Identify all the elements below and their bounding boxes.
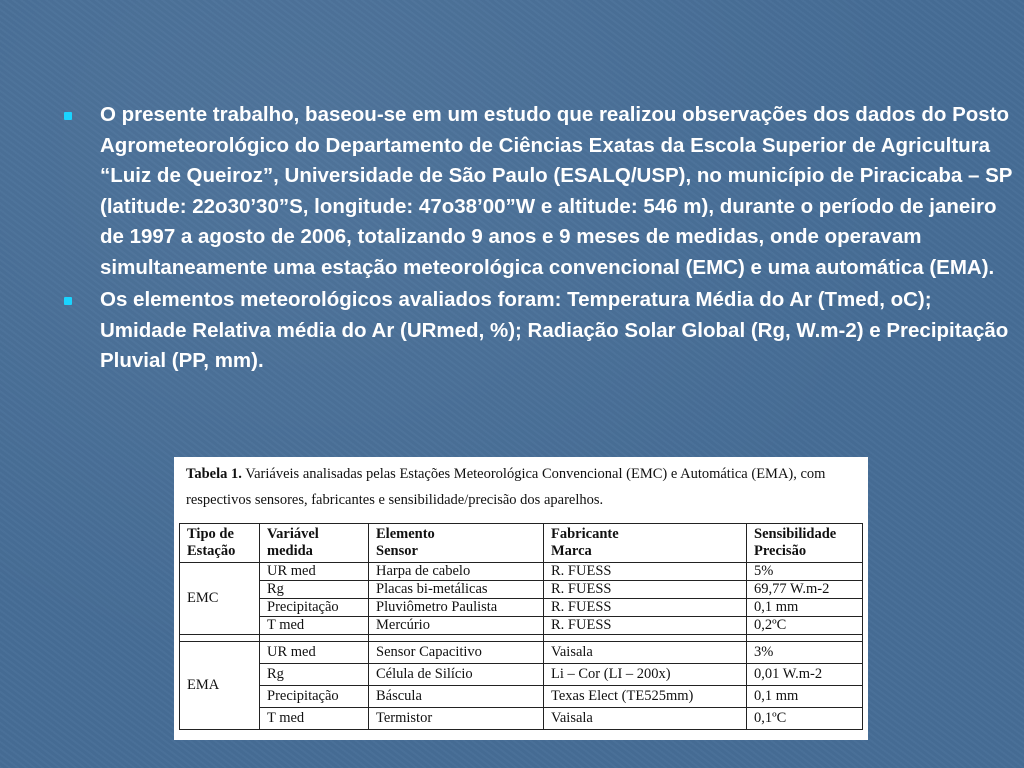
table-cell: UR med <box>260 642 369 664</box>
table-cell: Célula de Silício <box>369 664 544 686</box>
table-cell: 3% <box>747 642 863 664</box>
table-header-row <box>180 524 863 563</box>
table-cell: R. FUESS <box>544 563 747 581</box>
table-row <box>180 642 863 664</box>
table-caption <box>186 461 860 513</box>
table-cell: 5% <box>747 563 863 581</box>
table-cell: Precipitação <box>260 686 369 708</box>
caption-text: Variáveis analisadas pelas Estações Meteorológica Convencional (EMC) e Automática (EMA), com respectivos sensores, fabricantes e sensibilidade/precisão dos aparelhos. <box>186 466 826 508</box>
table-row <box>180 664 863 686</box>
table-row <box>180 599 863 617</box>
bullet-text: Os elementos meteorológicos avaliados foram: Temperatura Média do Ar (Tmed, oC); Umidade Relativa média do Ar (URmed, %); Radiação Solar Global (Rg, W.m-2) e Precipitação Pluvial (PP, mm). <box>100 288 1009 372</box>
table-cell: 0,1 mm <box>747 599 863 617</box>
square-bullet-icon <box>64 297 72 305</box>
table-row <box>180 581 863 599</box>
table-row <box>180 563 863 581</box>
bullet-item <box>64 285 1018 377</box>
header-manufacturer: Fabricante Marca <box>544 524 747 563</box>
header-sensor: Elemento Sensor <box>369 524 544 563</box>
bullet-list <box>64 100 1018 379</box>
header-precision: Sensibilidade Precisão <box>747 524 863 563</box>
table-cell: Li – Cor (LI – 200x) <box>544 664 747 686</box>
header-station-type: Tipo de Estação <box>180 524 260 563</box>
table-cell: 0,2ºC <box>747 617 863 635</box>
table-cell: R. FUESS <box>544 599 747 617</box>
table-cell: Texas Elect (TE525mm) <box>544 686 747 708</box>
data-table <box>179 523 863 730</box>
table-cell: Báscula <box>369 686 544 708</box>
table-cell: 0,1 mm <box>747 686 863 708</box>
table-row <box>180 617 863 635</box>
table-image <box>174 457 868 740</box>
table-cell: Rg <box>260 664 369 686</box>
table-cell: Rg <box>260 581 369 599</box>
table-cell: T med <box>260 617 369 635</box>
header-variable: Variável medida <box>260 524 369 563</box>
table-cell: 0,01 W.m-2 <box>747 664 863 686</box>
table-cell: R. FUESS <box>544 581 747 599</box>
table-cell: Sensor Capacitivo <box>369 642 544 664</box>
table-cell: R. FUESS <box>544 617 747 635</box>
table-cell: Pluviômetro Paulista <box>369 599 544 617</box>
table-row <box>180 686 863 708</box>
table-cell: UR med <box>260 563 369 581</box>
table-cell: Precipitação <box>260 599 369 617</box>
table-separator-row <box>180 635 863 642</box>
table-cell: 0,1ºC <box>747 708 863 730</box>
caption-label: Tabela 1. <box>186 466 242 482</box>
station-cell: EMC <box>180 563 260 635</box>
table-cell: Placas bi-metálicas <box>369 581 544 599</box>
table-cell: Termistor <box>369 708 544 730</box>
table-cell: Harpa de cabelo <box>369 563 544 581</box>
table-row <box>180 708 863 730</box>
square-bullet-icon <box>64 112 72 120</box>
table-cell: Vaisala <box>544 642 747 664</box>
bullet-text: O presente trabalho, baseou-se em um estudo que realizou observações dos dados do Posto Agrometeorológico do Departamento de Ciências Exatas da Escola Superior de Agricultura “Luiz de Queiroz”, Universidade de São Paulo (ESALQ/USP), no município de Piracicaba – SP (latitude: 22o30’30”S, longitude: 47o38’00”W e altitude: 546 m), durante o período de janeiro de 1997 a agosto de 2006, totalizando 9 anos e 9 meses de medidas, onde operavam simultaneamente uma estação meteorológica convencional (EMC) e uma automática (EMA). <box>100 103 1013 279</box>
table-cell: Mercúrio <box>369 617 544 635</box>
table-cell: Vaisala <box>544 708 747 730</box>
table-cell: T med <box>260 708 369 730</box>
bullet-item <box>64 100 1018 283</box>
table-cell: 69,77 W.m-2 <box>747 581 863 599</box>
station-cell: EMA <box>180 642 260 730</box>
